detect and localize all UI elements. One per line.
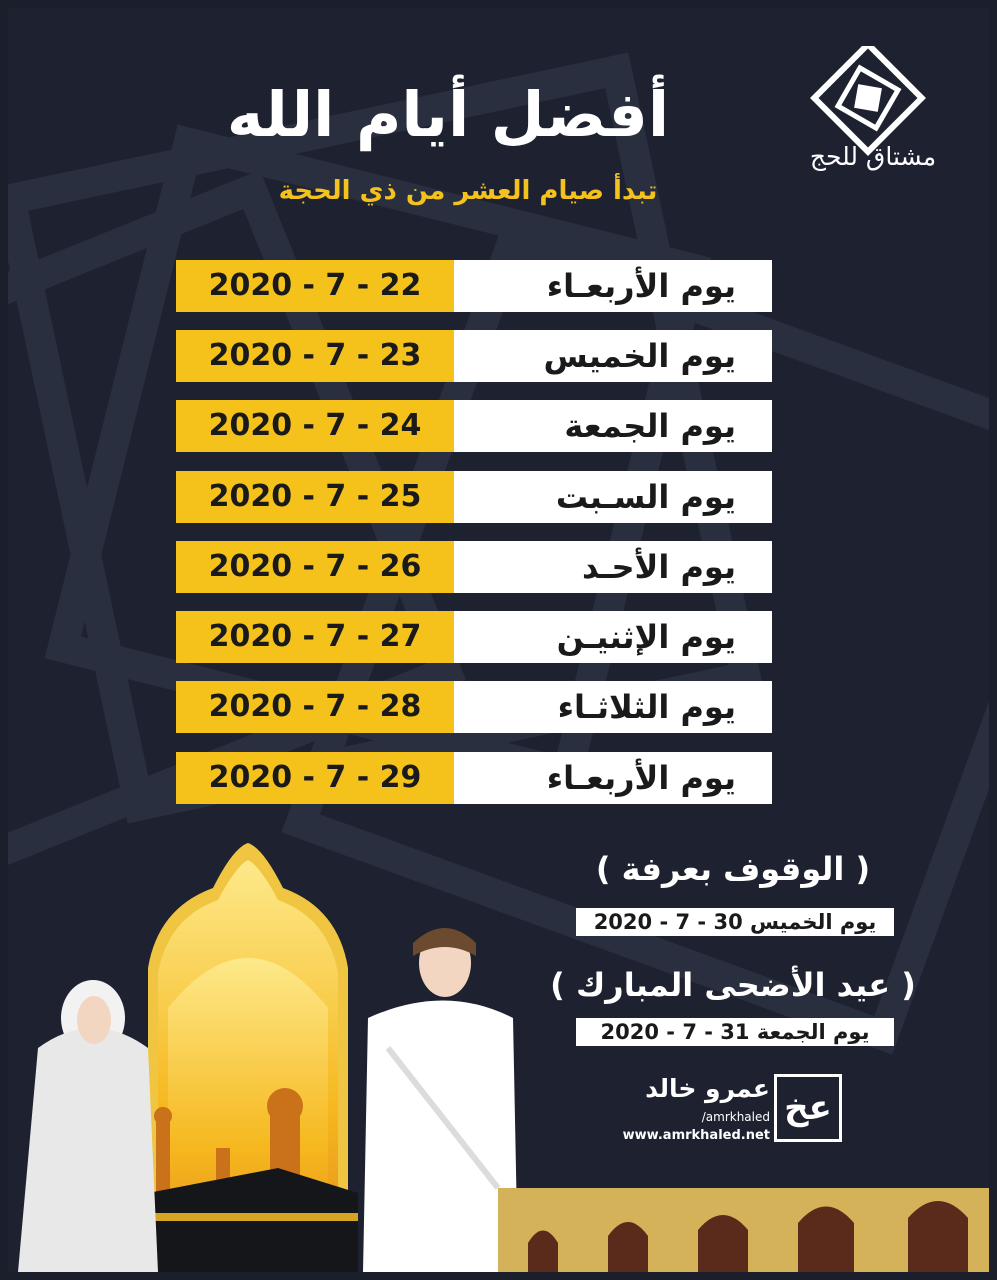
pilgrim-man-illustration	[363, 928, 518, 1272]
schedule-day: يوم الأربعـاء	[454, 752, 772, 804]
schedule-day: يوم السـبت	[454, 471, 772, 523]
schedule-day: يوم الإثنيـن	[454, 611, 772, 663]
logo-text: مشتاق للحج	[809, 142, 937, 171]
schedule-date: 2020 - 7 - 22	[176, 260, 454, 312]
schedule-day: يوم الثلاثـاء	[454, 681, 772, 733]
schedule-date: 2020 - 7 - 23	[176, 330, 454, 382]
schedule-day: يوم الأحـد	[454, 541, 772, 593]
brand-name: عمرو خالد	[645, 1074, 770, 1103]
brand-logo-box: عخ	[774, 1074, 842, 1142]
page-subtitle: تبدأ صيام العشر من ذي الحجة	[278, 176, 658, 206]
brand-social-handle: /amrkhaled	[701, 1110, 770, 1124]
page-title: أفضل أيام الله	[226, 78, 670, 151]
schedule-row	[176, 260, 772, 312]
schedule-date: 2020 - 7 - 29	[176, 752, 454, 804]
schedule-row	[176, 541, 772, 593]
schedule-date: 2020 - 7 - 26	[176, 541, 454, 593]
schedule-row	[176, 752, 772, 804]
brand-website: www.amrkhaled.net	[622, 1128, 770, 1143]
schedule-day: يوم الجمعة	[454, 400, 772, 452]
arafah-title: ( الوقوف بعرفة )	[595, 850, 871, 888]
schedule-row	[176, 681, 772, 733]
schedule-row	[176, 471, 772, 523]
schedule-row	[176, 611, 772, 663]
schedule-row	[176, 330, 772, 382]
eid-title: ( عيد الأضحى المبارك )	[550, 966, 916, 1004]
arafah-date: يوم الخميس 30 - 7 - 2020	[576, 908, 894, 936]
poster	[8, 8, 989, 1272]
schedule-day: يوم الأربعـاء	[454, 260, 772, 312]
eid-date: يوم الجمعة 31 - 7 - 2020	[576, 1018, 894, 1046]
schedule-date: 2020 - 7 - 25	[176, 471, 454, 523]
schedule-day: يوم الخميس	[454, 330, 772, 382]
schedule-date: 2020 - 7 - 27	[176, 611, 454, 663]
schedule-row	[176, 400, 772, 452]
schedule-date: 2020 - 7 - 28	[176, 681, 454, 733]
schedule-date: 2020 - 7 - 24	[176, 400, 454, 452]
pilgrim-woman-illustration	[18, 980, 158, 1272]
